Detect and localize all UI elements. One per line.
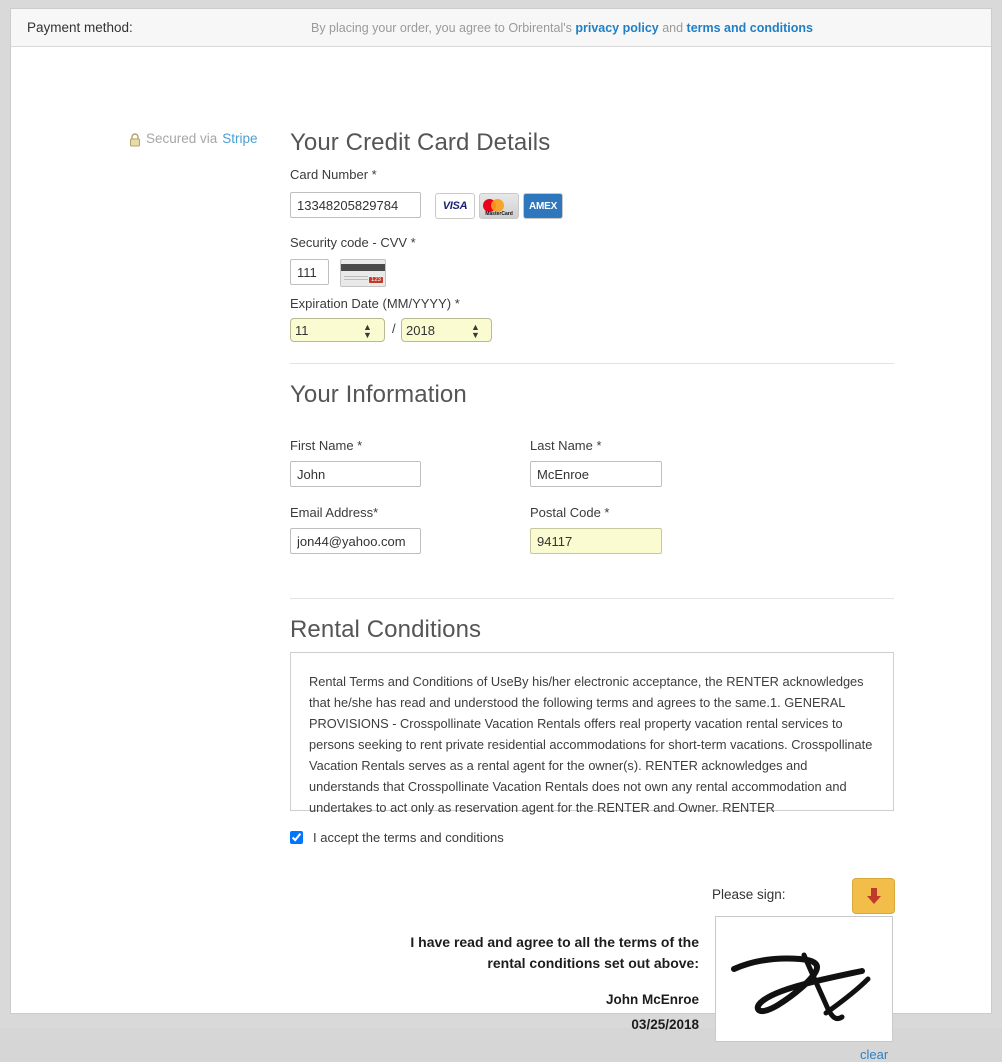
clear-signature-link[interactable]: clear [860,1047,889,1062]
cvv-location-icon: 123 [340,259,386,287]
last-name-label: Last Name * [530,438,602,453]
stripe-label: Stripe [222,131,258,146]
legal-prefix: By placing your order, you agree to Orbirental's [311,21,576,35]
please-sign-label: Please sign: [712,887,786,902]
secured-via-stripe [129,131,258,146]
sign-download-button[interactable] [852,878,895,914]
chevron-up-icon-year: ▲ [471,322,480,332]
signer-name: John McEnroe [605,992,699,1007]
expiration-label: Expiration Date (MM/YYYY) * [290,296,460,311]
amex-icon: AMEX [523,193,563,219]
last-name-input[interactable] [530,461,662,487]
mastercard-icon: MasterCard [479,193,519,219]
cvv-label: Security code - CVV * [290,235,416,250]
cvv-input[interactable] [290,259,329,285]
payment-method-label: Payment method: [27,20,133,35]
expiration-month-select[interactable] [290,318,385,342]
chevron-down-icon-year: ▼ [471,330,480,340]
divider-1 [290,363,894,364]
divider-2 [290,598,894,599]
checkout-card [10,8,992,1062]
legal-mid: and [658,21,687,35]
first-name-input[interactable] [290,461,421,487]
download-arrow-icon [865,886,883,906]
postal-code-label: Postal Code * [530,505,610,520]
secured-text: Secured via [146,131,218,146]
accept-terms-label: I accept the terms and conditions [313,830,504,845]
credit-card-heading: Your Credit Card Details [290,129,551,156]
rental-conditions-scrollbox[interactable] [290,652,894,815]
visa-icon: VISA [435,193,475,219]
accepted-card-brands [435,193,563,219]
privacy-policy-link[interactable]: privacy policy [575,21,659,35]
card-number-input[interactable] [290,192,421,218]
rental-conditions-text: Rental Terms and Conditions of UseBy his/her electronic acceptance, the RENTER acknowledges that he/she has read and understood the following terms and agrees to the same.1. GENERAL PROVISIONS - Crosspollinate Vacation Rentals offers real property vacation rental services to persons seeking to rent private residential accommodations for short-term vacations. Crosspollinate Vacation Rentals serves as a rental agent for the owner(s). RENTER acknowledges and understands that Crosspollinate Vacation Rentals does not own any rental accommodation and undertakes to act only as reservation agent for the RENTER and Owner. RENTER [309,674,873,815]
first-name-label: First Name * [290,438,363,453]
signature-pad[interactable] [715,916,893,1042]
postal-code-input[interactable] [530,528,662,554]
chevron-up-icon: ▲ [363,322,372,332]
accept-terms-row [290,830,504,845]
email-input[interactable] [290,528,421,554]
chevron-down-icon: ▼ [363,330,372,340]
checkout-form [11,47,991,1062]
payment-topbar [11,9,991,47]
expiration-year-select[interactable] [401,318,492,342]
accept-terms-checkbox[interactable] [290,831,303,844]
email-label: Email Address* [290,505,379,520]
lock-icon [129,133,141,147]
legal-notice [311,21,813,35]
signed-date: 03/25/2018 [631,1017,699,1032]
rental-conditions-heading: Rental Conditions [290,616,482,643]
date-separator: / [392,321,396,336]
card-number-label: Card Number * [290,167,377,182]
agreement-statement: I have read and agree to all the terms of the rental conditions set out above: [410,934,699,971]
terms-conditions-link[interactable]: terms and conditions [686,21,813,35]
your-information-heading: Your Information [290,381,467,408]
